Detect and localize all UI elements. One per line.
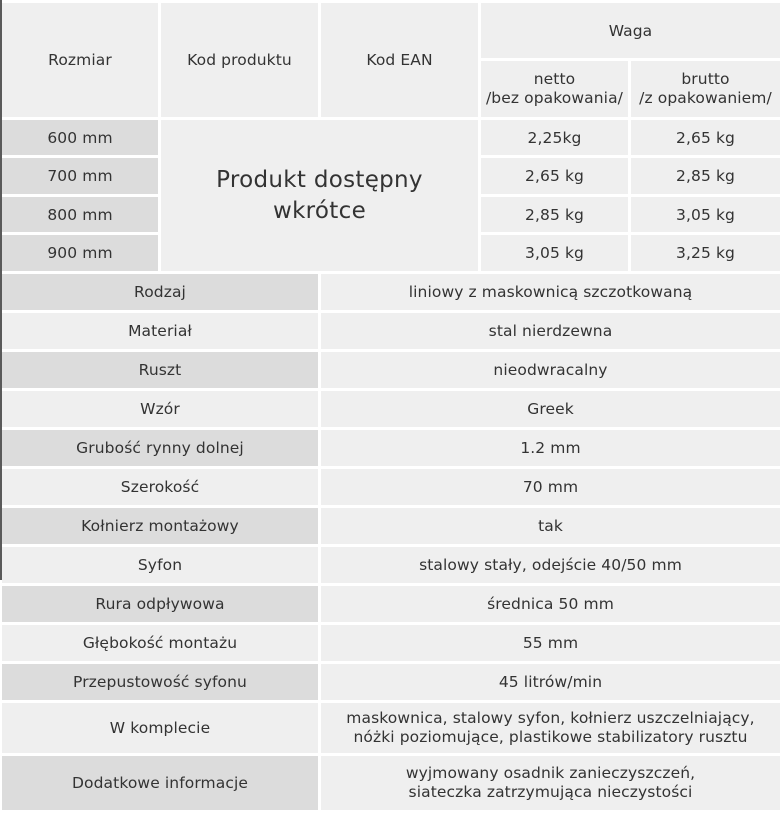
spec-value: stal nierdzewna bbox=[321, 313, 780, 349]
gross-weight-cell: 2,65 kg bbox=[631, 120, 780, 155]
spec-label: Szerokość bbox=[2, 469, 318, 505]
gross-weight-cell: 2,85 kg bbox=[631, 158, 780, 194]
spec-label: W komplecie bbox=[2, 703, 318, 753]
gross-weight-cell: 3,25 kg bbox=[631, 235, 780, 271]
spec-label: Wzór bbox=[2, 391, 318, 427]
spec-value: 55 mm bbox=[321, 625, 780, 661]
spec-value: nieodwracalny bbox=[321, 352, 780, 388]
header-gross-weight: brutto /z opakowaniem/ bbox=[631, 61, 780, 117]
availability-note: Produkt dostępny wkrótce bbox=[161, 120, 478, 271]
spec-value: liniowy z maskownicą szczotkowaną bbox=[321, 274, 780, 310]
spec-value: 1.2 mm bbox=[321, 430, 780, 466]
spec-label: Kołnierz montażowy bbox=[2, 508, 318, 544]
net-weight-cell: 2,85 kg bbox=[481, 197, 628, 232]
spec-value: stalowy stały, odejście 40/50 mm bbox=[321, 547, 780, 583]
spec-label: Ruszt bbox=[2, 352, 318, 388]
net-weight-cell: 2,25kg bbox=[481, 120, 628, 155]
header-weight: Waga bbox=[481, 3, 780, 58]
spec-value: 45 litrów/min bbox=[321, 664, 780, 700]
header-size: Rozmiar bbox=[2, 3, 158, 117]
header-ean-code: Kod EAN bbox=[321, 3, 478, 117]
spec-label: Materiał bbox=[2, 313, 318, 349]
spec-label: Grubość rynny dolnej bbox=[2, 430, 318, 466]
net-weight-cell: 3,05 kg bbox=[481, 235, 628, 271]
spec-label: Przepustowość syfonu bbox=[2, 664, 318, 700]
spec-label: Głębokość montażu bbox=[2, 625, 318, 661]
spec-value: tak bbox=[321, 508, 780, 544]
spec-value: Greek bbox=[321, 391, 780, 427]
spec-value: maskownica, stalowy syfon, kołnierz uszczelniający, nóżki poziomujące, plastikowe stabilizatory rusztu bbox=[321, 703, 780, 753]
header-net-weight: netto /bez opakowania/ bbox=[481, 61, 628, 117]
spec-value: 70 mm bbox=[321, 469, 780, 505]
net-weight-cell: 2,65 kg bbox=[481, 158, 628, 194]
spec-value: średnica 50 mm bbox=[321, 586, 780, 622]
spec-label: Syfon bbox=[2, 547, 318, 583]
size-cell: 800 mm bbox=[2, 197, 158, 232]
size-cell: 600 mm bbox=[2, 120, 158, 155]
header-product-code: Kod produktu bbox=[161, 3, 318, 117]
spec-label: Dodatkowe informacje bbox=[2, 756, 318, 810]
spec-label: Rodzaj bbox=[2, 274, 318, 310]
size-cell: 900 mm bbox=[2, 235, 158, 271]
spec-label: Rura odpływowa bbox=[2, 586, 318, 622]
spec-value: wyjmowany osadnik zanieczyszczeń, siateczka zatrzymująca nieczystości bbox=[321, 756, 780, 810]
gross-weight-cell: 3,05 kg bbox=[631, 197, 780, 232]
size-cell: 700 mm bbox=[2, 158, 158, 194]
